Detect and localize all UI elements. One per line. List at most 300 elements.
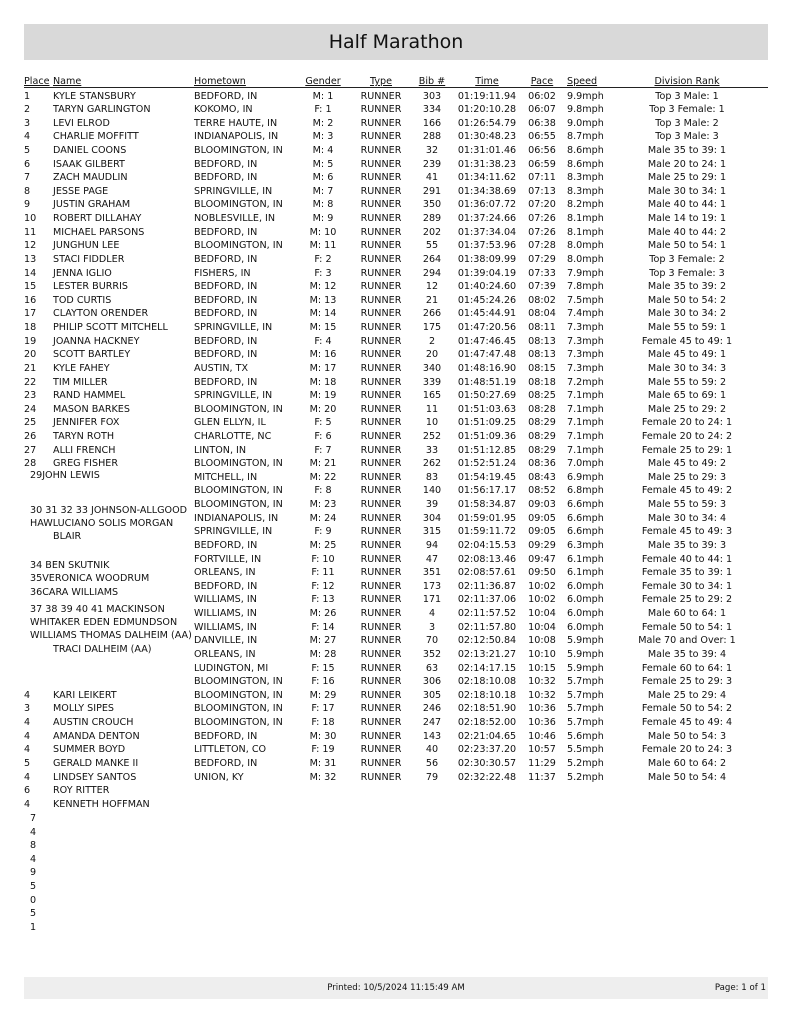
stray-digit: 0 [30,894,37,906]
bib-cell: 315 [422,526,442,538]
bib-cell: 171 [422,594,442,606]
type-cell: RUNNER [360,403,402,415]
bib-cell: 3 [428,621,436,633]
hometown-cell: MITCHELL, IN [194,471,258,483]
type-cell: RUNNER [360,608,402,620]
time-cell: 01:52:51.24 [457,458,517,470]
type-cell: RUNNER [360,594,402,606]
hometown-cell: AUSTIN, TX [194,362,249,374]
time-cell: 02:04:15.53 [457,539,517,551]
bib-cell: 352 [422,648,442,660]
hometown-cell: DANVILLE, IN [194,635,258,647]
type-cell: RUNNER [360,485,402,497]
hometown-cell: BEDFORD, IN [194,308,258,320]
table-row [0,158,791,172]
type-cell: RUNNER [360,185,402,197]
pace-cell: 10:02 [528,594,556,606]
pace-cell: 10:36 [528,703,556,715]
gender-rank-cell: M: 10 [309,226,337,238]
table-row [0,784,791,798]
pace-cell: 10:36 [528,717,556,729]
speed-cell: 6.1mph [567,553,604,565]
pace-cell: 09:03 [528,499,556,511]
speed-cell: 5.7mph [567,703,604,715]
table-row [0,130,791,144]
table-row [0,198,791,212]
type-cell: RUNNER [360,635,402,647]
division-rank-cell: Male 40 to 44: 2 [647,226,727,238]
speed-cell: 7.3mph [567,349,604,361]
speed-cell: 8.0mph [567,240,604,252]
bib-cell: 247 [422,717,442,729]
pace-cell: 09:29 [528,539,556,551]
division-rank-cell: Male 14 to 19: 1 [647,213,727,225]
pace-cell: 07:39 [528,281,556,293]
runner-name: PHILIP SCOTT MITCHELL [53,322,168,334]
division-rank-cell: Male 30 to 34: 1 [647,185,727,197]
speed-cell: 5.9mph [567,635,604,647]
table-row [0,267,791,281]
bib-cell: 4 [428,608,436,620]
division-rank-cell: Female 25 to 29: 3 [641,676,733,688]
place-cell: 9 [24,199,31,211]
speed-cell: 6.0mph [567,594,604,606]
pace-cell: 08:29 [528,444,556,456]
runner-name: JOANNA HACKNEY [53,335,140,347]
runner-name: GREG FISHER [53,458,119,470]
gender-rank-cell: M: 29 [309,689,337,701]
division-rank-cell: Male 50 to 54: 4 [647,771,727,783]
bib-cell: 63 [425,662,439,674]
type-cell: RUNNER [360,144,402,156]
time-cell: 02:08:57.61 [457,567,517,579]
gender-rank-cell: F: 19 [311,744,335,756]
stray-digit: 5 [30,908,37,920]
pace-cell: 06:56 [528,144,556,156]
gender-rank-cell: M: 28 [309,648,337,660]
gender-rank-cell: M: 13 [309,294,337,306]
time-cell: 02:08:13.46 [457,553,517,565]
speed-cell: 5.7mph [567,717,604,729]
gender-rank-cell: M: 11 [309,240,337,252]
speed-cell: 7.3mph [567,335,604,347]
footer-bar [24,977,768,999]
bib-cell: 340 [422,362,442,374]
time-cell: 01:37:53.96 [457,240,517,252]
pace-cell: 09:05 [528,512,556,524]
hometown-cell: BEDFORD, IN [194,281,258,293]
time-cell: 01:48:51.19 [457,376,517,388]
table-row [0,730,791,744]
gender-rank-cell: M: 3 [312,131,334,143]
runner-name: KYLE STANSBURY [53,90,136,102]
time-cell: 01:59:11.72 [457,526,517,538]
place-cell: 6 [24,158,31,170]
header-place: Place [24,76,50,87]
type-cell: RUNNER [360,322,402,334]
division-rank-cell: Male 50 to 54: 3 [647,730,727,742]
pace-cell: 08:25 [528,390,556,402]
gender-rank-cell: M: 6 [312,172,334,184]
division-rank-cell: Female 50 to 54: 1 [641,621,733,633]
division-rank-cell: Female 30 to 34: 1 [641,580,733,592]
place-cell: 7 [24,172,31,184]
speed-cell: 5.7mph [567,689,604,701]
speed-cell: 9.9mph [567,90,604,102]
runner-name: KENNETH HOFFMAN [53,798,150,810]
place-cell: 12 [24,240,37,252]
hometown-cell: BEDFORD, IN [194,349,258,361]
bib-cell: 94 [425,539,439,551]
hometown-cell: NOBLESVILLE, IN [194,213,276,225]
type-cell: RUNNER [360,648,402,660]
gender-rank-cell: F: 14 [311,621,335,633]
speed-cell: 8.1mph [567,213,604,225]
type-cell: RUNNER [360,362,402,374]
division-rank-cell: Male 30 to 34: 4 [647,512,727,524]
table-row [0,798,791,812]
runner-name: TARYN ROTH [53,431,115,442]
time-cell: 01:37:24.66 [457,213,517,225]
speed-cell: 7.4mph [567,308,604,320]
hometown-cell: SPRINGVILLE, IN [194,526,273,538]
type-cell: RUNNER [360,199,402,211]
hometown-cell: BLOOMINGTON, IN [194,676,283,688]
table-row [0,444,791,458]
division-rank-cell: Male 45 to 49: 2 [647,458,727,470]
time-cell: 01:51:03.63 [457,403,517,415]
pace-cell: 08:02 [528,294,556,306]
pace-cell: 10:02 [528,580,556,592]
pace-cell: 06:02 [528,90,556,102]
type-cell: RUNNER [360,417,402,429]
time-cell: 01:31:01.46 [457,144,517,156]
division-rank-cell: Female 45 to 49: 4 [641,717,733,729]
place-cell: 28 [24,458,37,470]
pace-cell: 08:43 [528,471,556,483]
division-rank-cell: Top 3 Female: 3 [649,267,725,279]
division-rank-cell: Female 35 to 39: 1 [641,567,733,579]
overlapped-text: 29JOHN LEWIS [30,470,100,481]
type-cell: RUNNER [360,621,402,633]
division-rank-cell: Male 20 to 24: 1 [647,158,727,170]
runner-name: MASON BARKES [53,403,130,415]
runner-name: GERALD MANKE II [53,757,139,769]
speed-cell: 8.3mph [567,185,604,197]
division-rank-cell: Female 45 to 49: 1 [641,335,733,347]
table-row [0,675,791,689]
hometown-cell: FISHERS, IN [194,267,251,279]
pace-cell: 08:11 [528,322,556,334]
gender-rank-cell: F: 5 [314,417,332,429]
header-divider [24,87,768,88]
bib-cell: 303 [422,90,442,102]
time-cell: 01:59:01.95 [457,512,517,524]
runner-name: DANIEL COONS [53,144,127,156]
time-cell: 01:51:09.25 [457,417,517,429]
bib-cell: 239 [422,158,442,170]
stray-digit: 9 [30,867,37,879]
place-cell: 14 [24,267,37,279]
header-pace: Pace [530,76,554,87]
division-rank-cell: Female 45 to 49: 3 [641,526,733,538]
place-cell: 25 [24,417,37,429]
bib-cell: 20 [425,349,439,361]
gender-rank-cell: M: 19 [309,390,337,402]
table-row [0,226,791,240]
division-rank-cell: Male 55 to 59: 2 [647,376,727,388]
type-cell: RUNNER [360,294,402,306]
time-cell: 01:39:04.19 [457,267,517,279]
place-cell: 15 [24,281,37,293]
hometown-cell: BLOOMINGTON, IN [194,458,283,470]
table-row [0,212,791,226]
pace-cell: 09:47 [528,553,556,565]
speed-cell: 8.2mph [567,199,604,211]
place-cell: 3 [24,117,31,129]
speed-cell: 8.6mph [567,158,604,170]
hometown-cell: CHARLOTTE, NC [194,431,272,442]
overlapped-text: TRACI DALHEIM (AA) [53,644,152,655]
pace-cell: 10:46 [528,730,556,742]
division-rank-cell: Male 50 to 54: 2 [647,294,727,306]
speed-cell: 6.0mph [567,580,604,592]
runner-name: STACI FIDDLER [53,253,125,265]
time-cell: 01:38:09.99 [457,253,517,265]
page-number: Page: 1 of 1 [714,983,766,993]
hometown-cell: BLOOMINGTON, IN [194,717,283,729]
place-cell: 4 [24,744,31,756]
overlapped-text: 35VERONICA WOODRUM [30,573,150,584]
hometown-cell: BEDFORD, IN [194,539,258,551]
hometown-cell: SPRINGVILLE, IN [194,322,273,334]
pace-cell: 09:05 [528,526,556,538]
gender-rank-cell: F: 7 [314,444,332,456]
runner-name: JUSTIN GRAHAM [53,199,131,211]
gender-rank-cell: M: 16 [309,349,337,361]
speed-cell: 5.5mph [567,744,604,756]
runner-name: JENNIFER FOX [53,417,120,429]
division-rank-cell: Male 25 to 29: 4 [647,689,727,701]
bib-cell: 252 [422,431,442,442]
gender-rank-cell: M: 27 [309,635,337,647]
table-row [0,185,791,199]
speed-cell: 8.1mph [567,226,604,238]
gender-rank-cell: F: 13 [311,594,335,606]
type-cell: RUNNER [360,308,402,320]
speed-cell: 7.0mph [567,458,604,470]
speed-cell: 5.2mph [567,771,604,783]
time-cell: 02:12:50.84 [457,635,517,647]
division-rank-cell: Male 35 to 39: 1 [647,144,727,156]
bib-cell: 266 [422,308,442,320]
bib-cell: 79 [425,771,439,783]
type-cell: RUNNER [360,335,402,347]
hometown-cell: BLOOMINGTON, IN [194,485,283,497]
bib-cell: 334 [422,104,442,116]
runner-name: AMANDA DENTON [53,730,140,742]
hometown-cell: BLOOMINGTON, IN [194,199,283,211]
pace-cell: 06:07 [528,104,556,116]
division-rank-cell: Female 20 to 24: 1 [641,417,733,429]
pace-cell: 10:32 [528,689,556,701]
hometown-cell: BEDFORD, IN [194,757,258,769]
time-cell: 01:48:16.90 [457,362,517,374]
hometown-cell: ORLEANS, IN [194,648,256,660]
bib-cell: 291 [422,185,442,197]
pace-cell: 10:04 [528,608,556,620]
gender-rank-cell: M: 18 [309,376,337,388]
hometown-cell: ORLEANS, IN [194,567,256,579]
type-cell: RUNNER [360,90,402,102]
time-cell: 01:37:34.04 [457,226,517,238]
runner-name: RAND HAMMEL [53,390,126,402]
bib-cell: 10 [425,417,439,429]
stray-digit: 4 [30,826,37,838]
bib-cell: 39 [425,499,439,511]
runner-name: AUSTIN CROUCH [53,717,134,729]
hometown-cell: BEDFORD, IN [194,294,258,306]
speed-cell: 7.1mph [567,431,604,442]
place-cell: 19 [24,335,37,347]
table-row [0,471,791,485]
time-cell: 01:56:17.17 [457,485,517,497]
bib-cell: 33 [425,444,439,456]
stray-digit-column [30,812,36,934]
table-row [0,539,791,553]
time-cell: 02:18:51.90 [457,703,517,715]
time-cell: 01:34:38.69 [457,185,517,197]
pace-cell: 07:29 [528,253,556,265]
header-speed: Speed [567,76,598,87]
time-cell: 01:51:09.36 [457,431,517,442]
pace-cell: 07:13 [528,185,556,197]
header-name: Name [53,76,82,87]
type-cell: RUNNER [360,390,402,402]
time-cell: 01:31:38.23 [457,158,517,170]
table-row [0,689,791,703]
place-cell: 20 [24,349,37,361]
hometown-cell: LINTON, IN [194,444,247,456]
bib-cell: 140 [422,485,442,497]
type-cell: RUNNER [360,526,402,538]
table-row [0,90,791,104]
overlapped-text: WHITAKER EDEN EDMUNDSON [30,617,178,628]
speed-cell: 7.1mph [567,444,604,456]
table-row [0,389,791,403]
table-row [0,662,791,676]
place-cell: 18 [24,322,37,334]
pace-cell: 10:32 [528,676,556,688]
overlapped-text: BLAIR [53,531,82,542]
place-cell: 4 [24,771,31,783]
runner-name: TARYN GARLINGTON [53,104,151,116]
place-cell: 5 [24,757,31,769]
printed-timestamp: Printed: 10/5/2024 11:15:49 AM [327,983,465,993]
speed-cell: 6.9mph [567,471,604,483]
gender-rank-cell: M: 26 [309,608,337,620]
hometown-cell: BEDFORD, IN [194,158,258,170]
pace-cell: 10:57 [528,744,556,756]
place-cell: 24 [24,403,37,415]
overlapped-text: 36CARA WILLIAMS [30,587,119,598]
division-rank-cell: Male 60 to 64: 1 [647,608,727,620]
time-cell: 02:11:57.80 [457,621,517,633]
pace-cell: 10:08 [528,635,556,647]
division-rank-cell: Male 25 to 29: 1 [647,172,727,184]
division-rank-cell: Male 55 to 59: 1 [647,322,727,334]
header-gender: Gender [305,76,341,87]
runner-name: ROBERT DILLAHAY [53,213,142,225]
place-cell: 23 [24,390,37,402]
table-row [0,321,791,335]
stray-digit: 7 [30,813,37,824]
runner-name: LINDSEY SANTOS [53,771,137,783]
hometown-cell: WILLIAMS, IN [194,608,257,620]
bib-cell: 246 [422,703,442,715]
type-cell: RUNNER [360,131,402,143]
table-row [0,117,791,131]
gender-rank-cell: F: 15 [311,662,335,674]
table-row [0,743,791,757]
bib-cell: 47 [425,553,439,565]
division-rank-cell: Top 3 Female: 1 [649,104,725,116]
runner-name: SUMMER BOYD [53,744,126,756]
gender-rank-cell: M: 25 [309,539,337,551]
type-cell: RUNNER [360,539,402,551]
bib-cell: 32 [425,144,439,156]
division-rank-cell: Male 70 and Over: 1 [638,635,736,647]
runner-name: CLAYTON ORENDER [53,308,149,320]
runner-name: TIM MILLER [53,376,108,388]
gender-rank-cell: F: 4 [314,335,332,347]
gender-rank-cell: M: 5 [312,158,334,170]
gender-rank-cell: F: 12 [311,580,335,592]
gender-rank-cell: M: 1 [312,90,334,102]
gender-rank-cell: M: 22 [309,471,337,483]
hometown-cell: GLEN ELLYN, IL [194,417,266,429]
table-row [0,253,791,267]
place-cell: 4 [24,730,31,742]
gender-rank-cell: F: 11 [311,567,335,579]
pace-cell: 07:20 [528,199,556,211]
table-row [0,553,791,567]
gender-rank-cell: M: 2 [312,117,334,129]
pace-cell: 09:50 [528,567,556,579]
hometown-cell: BEDFORD, IN [194,226,258,238]
page-title: Half Marathon [328,31,464,53]
bib-cell: 175 [422,322,442,334]
bib-cell: 166 [422,117,442,129]
speed-cell: 7.3mph [567,362,604,374]
time-cell: 02:18:52.00 [457,717,517,729]
time-cell: 01:34:11.62 [457,172,517,184]
time-cell: 01:45:44.91 [457,308,517,320]
division-rank-cell: Top 3 Male: 2 [655,117,719,129]
speed-cell: 8.0mph [567,253,604,265]
table-row [0,430,791,444]
type-cell: RUNNER [360,567,402,579]
speed-cell: 6.8mph [567,485,604,497]
type-cell: RUNNER [360,676,402,688]
type-cell: RUNNER [360,267,402,279]
speed-cell: 7.9mph [567,267,604,279]
time-cell: 01:51:12.85 [457,444,517,456]
overlapped-text: WILLIAMS THOMAS DALHEIM (AA) [30,630,192,641]
hometown-cell: BLOOMINGTON, IN [194,403,283,415]
pace-cell: 07:26 [528,213,556,225]
speed-cell: 7.8mph [567,281,604,293]
